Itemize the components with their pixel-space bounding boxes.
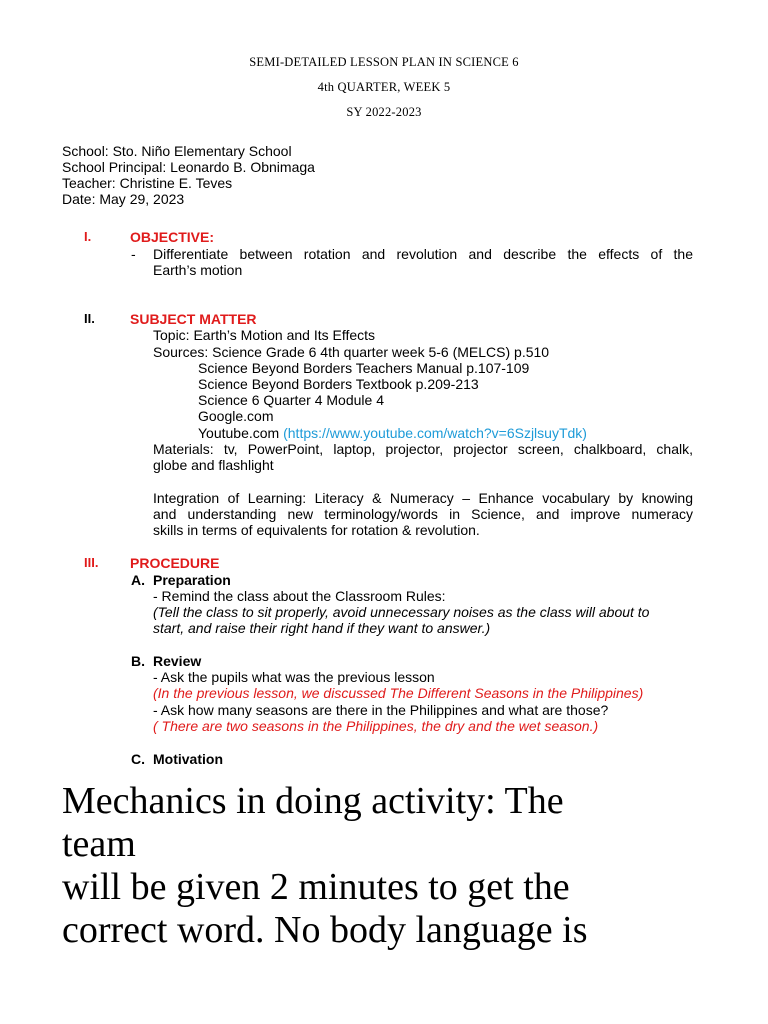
youtube-link[interactable]: (https://www.youtube.com/watch?v=6SzjlsuyTdk) <box>283 425 587 441</box>
mechanics-line-4: correct word. No body language is <box>62 909 588 951</box>
mechanics-text <box>62 780 752 952</box>
preparation-label: A. <box>131 572 145 588</box>
procedure-numeral: III. <box>84 555 99 570</box>
objective-title: OBJECTIVE: <box>130 229 215 245</box>
review-answer-2: ( There are two seasons in the Philippines, the dry and the wet season.) <box>153 718 599 734</box>
integration-line-1: Integration of Learning: Literacy & Numeracy – Enhance vocabulary by knowing <box>153 490 693 506</box>
materials <box>153 441 693 473</box>
source-item: Science Beyond Borders Teachers Manual p.107-109 <box>198 360 530 376</box>
preparation-instruction: - Remind the class about the Classroom Rules: <box>153 588 446 604</box>
quarter-week: 4th QUARTER, WEEK 5 <box>317 80 451 94</box>
materials-line-2: globe and flashlight <box>153 457 274 473</box>
mechanics-line-1: Mechanics in doing activity: The <box>62 780 564 822</box>
integration-line-2: and understanding new terminology/words in Science, and improve numeracy <box>153 506 693 522</box>
topic: Topic: Earth’s Motion and Its Effects <box>153 327 376 343</box>
school-info <box>62 143 315 207</box>
materials-line-1: Materials: tv, PowerPoint, laptop, projector, projector screen, chalkboard, chalk, <box>153 441 693 457</box>
integration-of-learning <box>153 490 693 538</box>
document-title: SEMI-DETAILED LESSON PLAN IN SCIENCE 6 <box>249 55 519 69</box>
source-item: Science Beyond Borders Textbook p.209-213 <box>198 376 479 392</box>
preparation-note-1: (Tell the class to sit properly, avoid unnecessary noises as the class will about to <box>153 604 650 620</box>
sources-first: Sources: Science Grade 6 4th quarter week 5-6 (MELCS) p.510 <box>153 344 550 360</box>
objective-numeral: I. <box>84 229 92 244</box>
school-year: SY 2022-2023 <box>346 105 422 119</box>
objective-text <box>153 246 693 278</box>
review-answer-1: (In the previous lesson, we discussed The Different Seasons in the Philippines) <box>153 685 644 701</box>
mechanics-line-2: team <box>62 823 136 865</box>
subject-matter-numeral: II. <box>84 311 95 326</box>
source-item: Google.com <box>198 408 274 424</box>
review-question-2: - Ask how many seasons are there in the Philippines and what are those? <box>153 702 609 718</box>
mechanics-line-3: will be given 2 minutes to get the <box>62 866 570 908</box>
review-label: B. <box>131 653 145 669</box>
school-principal: School Principal: Leonardo B. Obnimaga <box>62 159 315 175</box>
objective-line-2: Earth’s motion <box>153 262 243 278</box>
source-item: Science 6 Quarter 4 Module 4 <box>198 392 384 408</box>
teacher-name: Teacher: Christine E. Teves <box>62 175 233 191</box>
youtube-label: Youtube.com <box>198 425 280 441</box>
lesson-date: Date: May 29, 2023 <box>62 191 185 207</box>
procedure-title: PROCEDURE <box>130 555 220 571</box>
school-name: School: Sto. Niño Elementary School <box>62 143 292 159</box>
motivation-title: Motivation <box>153 751 223 767</box>
objective-line-1: Differentiate between rotation and revolution and describe the effects of the <box>153 246 693 262</box>
motivation-label: C. <box>131 751 145 767</box>
objective-bullet: - <box>131 246 136 262</box>
integration-line-3: skills in terms of equivalents for rotation & revolution. <box>153 522 480 538</box>
preparation-title: Preparation <box>153 572 231 588</box>
preparation-note-2: start, and raise their right hand if they want to answer.) <box>153 620 491 636</box>
subject-matter-title: SUBJECT MATTER <box>130 311 257 327</box>
review-title: Review <box>153 653 202 669</box>
youtube-source <box>198 425 587 441</box>
review-question-1: - Ask the pupils what was the previous lesson <box>153 669 435 685</box>
